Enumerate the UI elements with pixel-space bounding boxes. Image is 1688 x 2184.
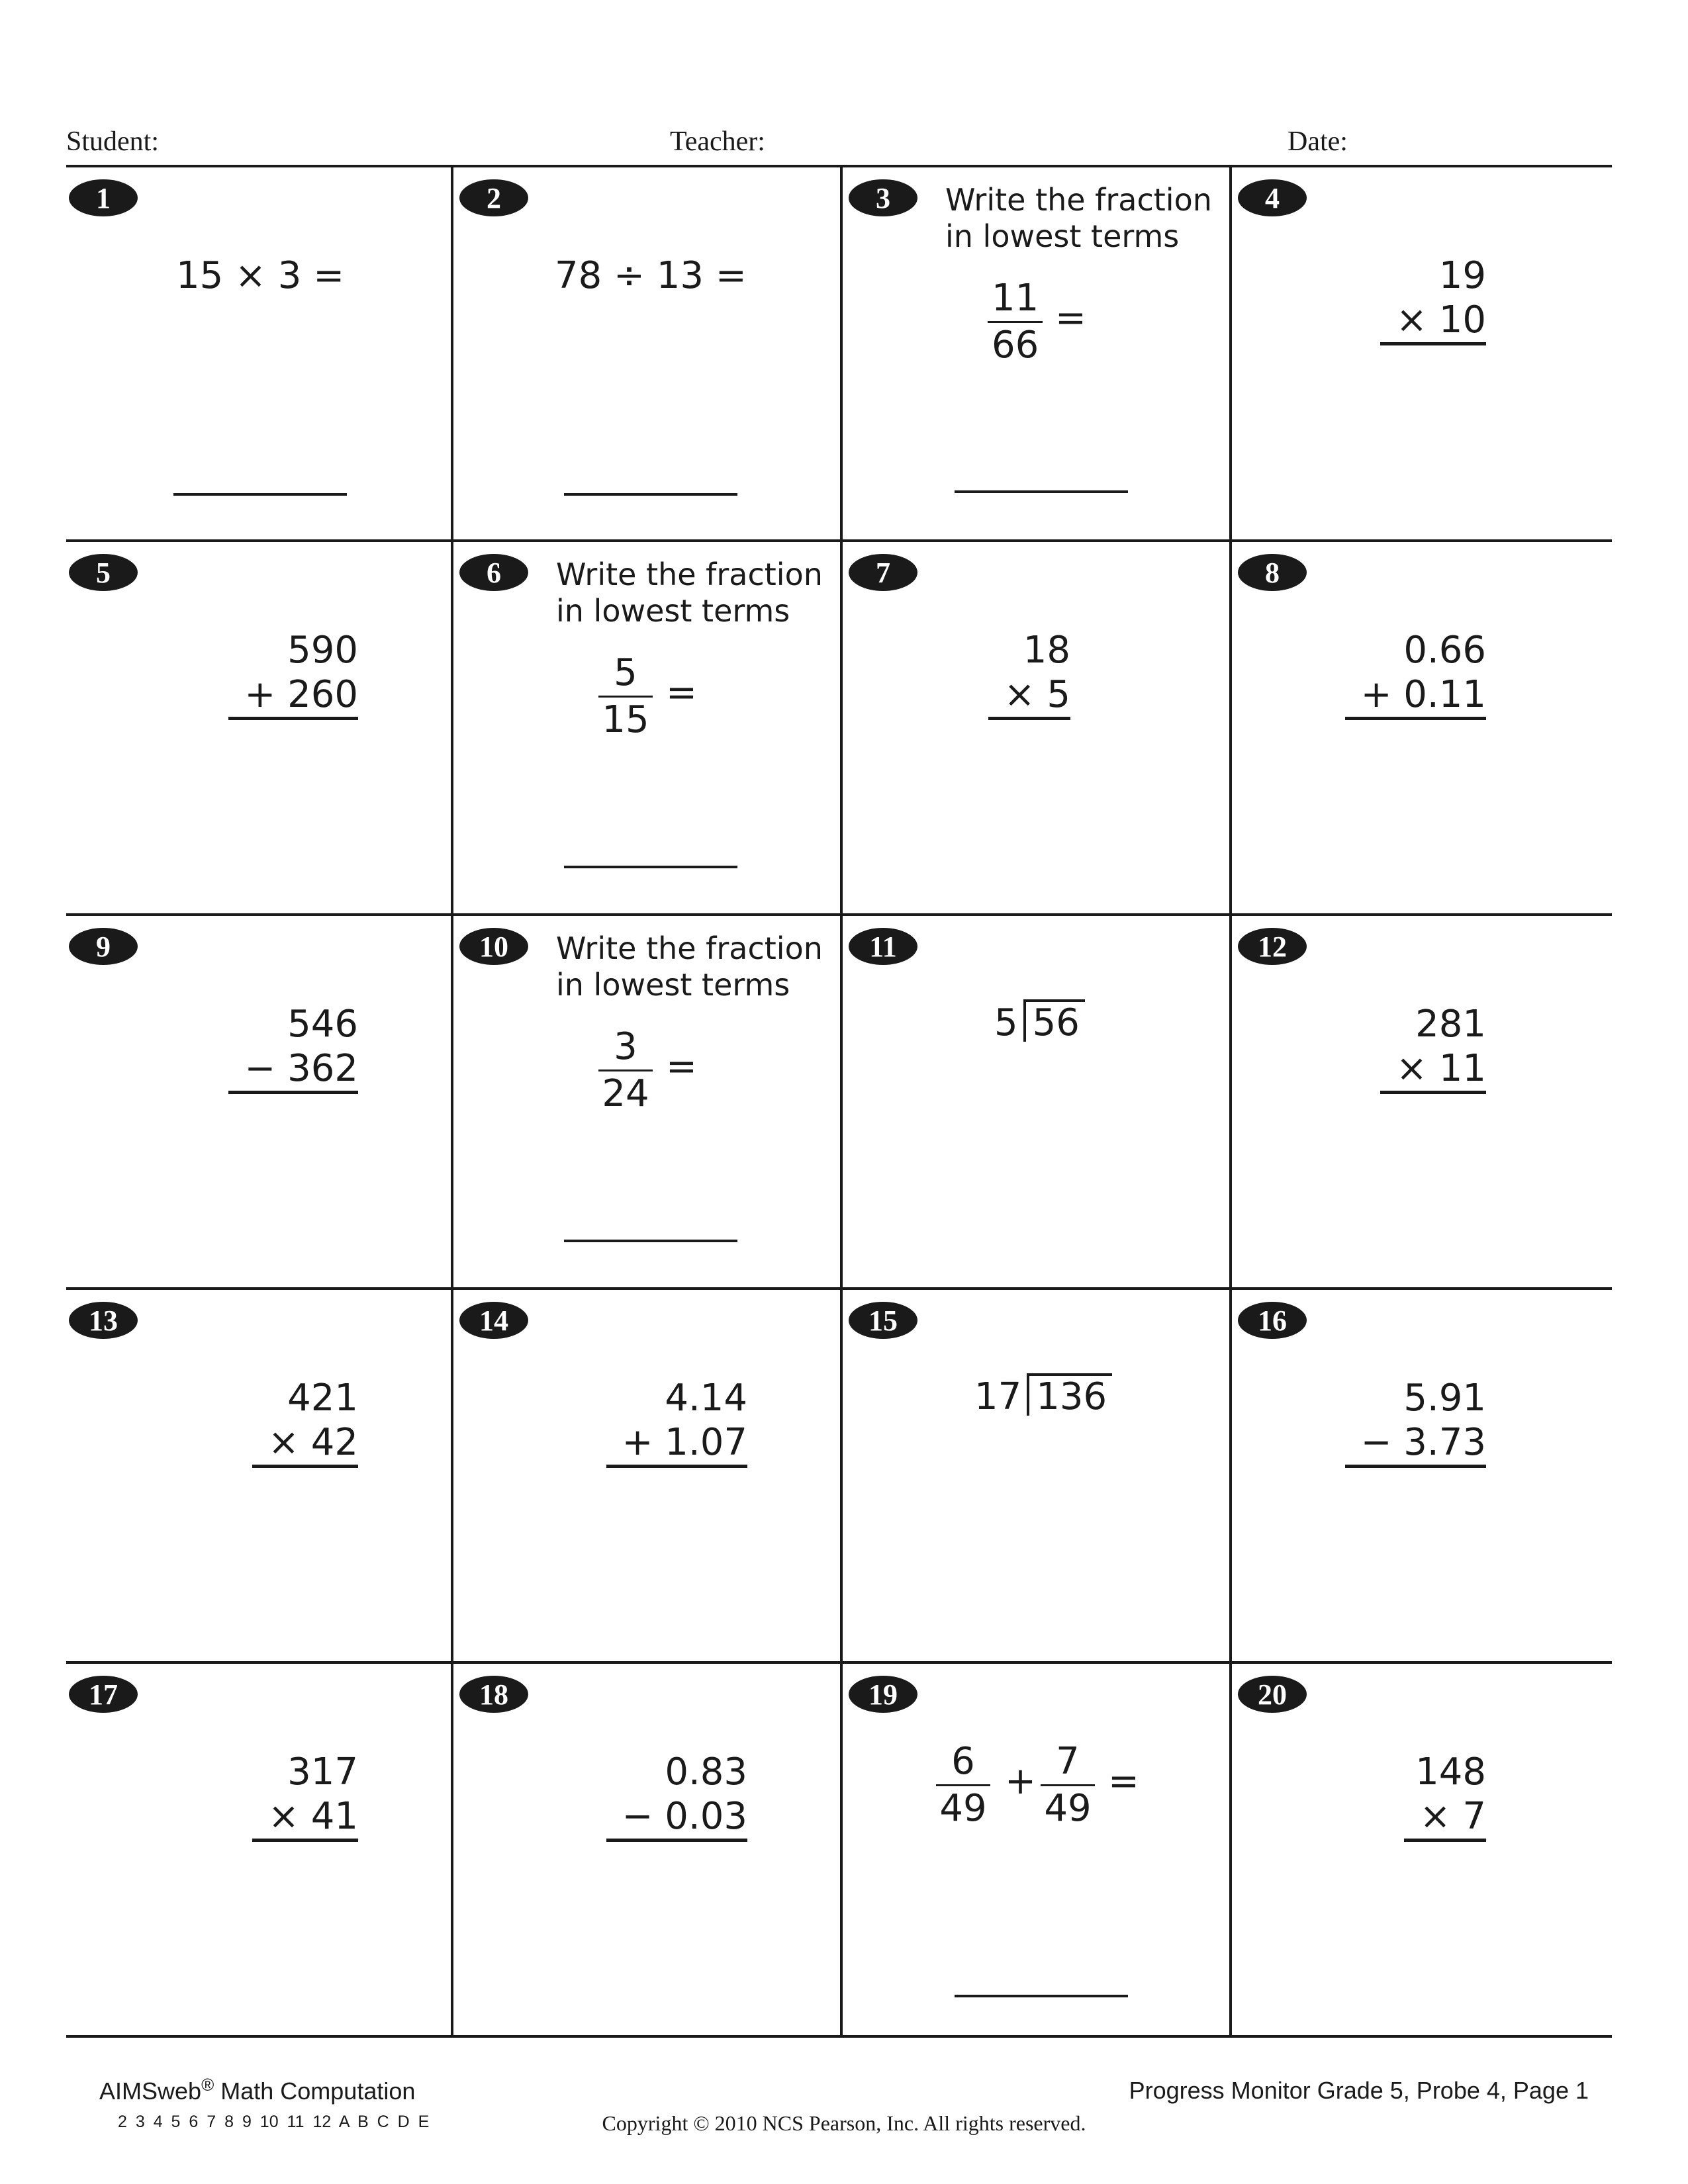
bottom-rule: [66, 2035, 1612, 2038]
divisor: 17: [974, 1375, 1022, 1418]
problem-number-badge: 16: [1238, 1302, 1307, 1339]
denominator: 66: [992, 324, 1039, 367]
problem-number-badge: 4: [1238, 179, 1307, 216]
column-divider-3: [1229, 165, 1232, 2038]
bottom-operand: × 10: [1380, 298, 1486, 345]
problem-14: [459, 1290, 840, 1661]
problem-19: [849, 1664, 1229, 2035]
top-operand: 546: [287, 1003, 358, 1046]
vertical-problem: [988, 628, 1070, 720]
problem-number-badge: 8: [1238, 554, 1307, 591]
equals-sign: =: [1108, 1760, 1139, 1803]
problem-13: [69, 1290, 451, 1661]
long-division: [974, 1373, 1112, 1416]
top-operand: 590: [287, 629, 358, 672]
vertical-problem: [1404, 1750, 1486, 1842]
problem-20: [1238, 1664, 1612, 2035]
denominator: 24: [602, 1072, 649, 1115]
answer-line[interactable]: [564, 493, 737, 496]
bottom-operand: − 362: [228, 1046, 358, 1094]
problem-18: [459, 1664, 840, 2035]
bottom-operand: × 5: [988, 672, 1070, 720]
problem-number-badge: 3: [849, 179, 917, 216]
fraction: [598, 1025, 653, 1115]
vertical-problem: [606, 1750, 747, 1842]
equals-sign: =: [666, 1045, 697, 1088]
numerator: 11: [988, 280, 1043, 323]
problem-number-badge: 13: [69, 1302, 138, 1339]
product-name: [99, 2075, 415, 2105]
problem-7: [849, 542, 1229, 913]
probe-info: Progress Monitor Grade 5, Probe 4, Page 1: [1129, 2077, 1589, 2104]
problem-2: [459, 167, 840, 539]
top-operand: 5.91: [1403, 1377, 1486, 1420]
problem-16: [1238, 1290, 1612, 1661]
equals-sign: =: [1055, 296, 1086, 340]
problem-number-badge: 12: [1238, 928, 1307, 965]
problem-12: [1238, 916, 1612, 1287]
top-operand: 4.14: [665, 1377, 747, 1420]
problem-number-badge: 15: [849, 1302, 917, 1339]
column-divider-2: [840, 165, 843, 2038]
problem-number-badge: 20: [1238, 1676, 1307, 1713]
vertical-problem: [1380, 253, 1486, 345]
numerator: 5: [598, 655, 653, 698]
problem-15: [849, 1290, 1229, 1661]
vertical-problem: [606, 1376, 747, 1468]
registered-mark: ®: [201, 2075, 214, 2095]
denominator: 49: [1044, 1787, 1092, 1830]
instruction-line: Write the fraction: [556, 557, 823, 592]
problem-number-badge: 10: [459, 928, 528, 965]
bottom-operand: − 0.03: [606, 1794, 747, 1842]
problem-5: [69, 542, 451, 913]
teacher-label: Teacher:: [670, 126, 765, 157]
column-divider-1: [451, 165, 453, 2038]
fraction: [988, 277, 1043, 367]
problem-number-badge: 1: [69, 179, 138, 216]
student-label: Student:: [66, 126, 160, 157]
problem-expression: 78 ÷ 13 =: [555, 254, 747, 297]
top-operand: 281: [1415, 1003, 1486, 1046]
problem-number-badge: 19: [849, 1676, 917, 1713]
instruction-line: Write the fraction: [556, 931, 823, 966]
numerator: 3: [598, 1028, 653, 1071]
date-label: Date:: [1288, 126, 1348, 157]
numerator: 6: [936, 1743, 990, 1786]
bottom-operand: − 3.73: [1345, 1420, 1486, 1468]
instruction-text: [556, 557, 823, 629]
vertical-problem: [228, 1002, 358, 1094]
answer-line[interactable]: [173, 493, 347, 496]
bottom-operand: × 41: [252, 1794, 358, 1842]
top-operand: 19: [1438, 254, 1486, 297]
plus-sign: +: [1005, 1760, 1036, 1803]
problem-number-badge: 7: [849, 554, 917, 591]
bottom-operand: × 42: [252, 1420, 358, 1468]
problem-number-badge: 2: [459, 179, 528, 216]
problem-1: [69, 167, 451, 539]
vertical-problem: [1380, 1002, 1486, 1094]
top-operand: 148: [1415, 1751, 1486, 1794]
problem-3: [849, 167, 1229, 539]
long-division: [994, 999, 1085, 1042]
product-brand: AIMSweb: [99, 2077, 202, 2105]
divisor: 5: [994, 1001, 1018, 1044]
vertical-problem: [252, 1750, 358, 1842]
problem-number-badge: 11: [849, 928, 917, 965]
problem-9: [69, 916, 451, 1287]
top-operand: 0.83: [665, 1751, 747, 1794]
problem-number-badge: 6: [459, 554, 528, 591]
top-operand: 0.66: [1403, 629, 1486, 672]
top-operand: 421: [287, 1377, 358, 1420]
answer-line[interactable]: [955, 1995, 1128, 1997]
fraction-2: [1041, 1740, 1095, 1830]
top-operand: 317: [287, 1751, 358, 1794]
problem-number-badge: 18: [459, 1676, 528, 1713]
fraction-1: [936, 1740, 990, 1830]
product-suffix: Math Computation: [214, 2077, 416, 2105]
instruction-line: in lowest terms: [556, 967, 790, 1003]
instruction-text: [556, 931, 823, 1003]
problem-6: [459, 542, 840, 913]
bottom-operand: + 1.07: [606, 1420, 747, 1468]
problem-number-badge: 9: [69, 928, 138, 965]
problem-17: [69, 1664, 451, 2035]
problem-10: [459, 916, 840, 1287]
problem-number-badge: 17: [69, 1676, 138, 1713]
problem-expression: 15 × 3 =: [176, 254, 345, 297]
instruction-line: Write the fraction: [945, 182, 1212, 218]
dividend: 56: [1023, 999, 1085, 1042]
fraction: [598, 651, 653, 741]
dividend: 136: [1027, 1373, 1112, 1416]
vertical-problem: [252, 1376, 358, 1468]
answer-line[interactable]: [955, 490, 1128, 493]
numerator: 7: [1041, 1743, 1095, 1786]
denominator: 15: [602, 698, 649, 741]
instruction-line: in lowest terms: [556, 593, 790, 629]
problem-11: [849, 916, 1229, 1287]
copyright: Copyright © 2010 NCS Pearson, Inc. All rights reserved.: [602, 2111, 1086, 2135]
problem-number-badge: 14: [459, 1302, 528, 1339]
equals-sign: =: [666, 671, 697, 714]
top-operand: 18: [1023, 629, 1070, 672]
vertical-problem: [228, 628, 358, 720]
bottom-operand: + 260: [228, 672, 358, 720]
problem-4: [1238, 167, 1612, 539]
denominator: 49: [939, 1787, 987, 1830]
answer-line[interactable]: [564, 866, 737, 868]
problem-8: [1238, 542, 1612, 913]
vertical-problem: [1345, 628, 1486, 720]
answer-line[interactable]: [564, 1240, 737, 1242]
bottom-operand: × 7: [1404, 1794, 1486, 1842]
probe-codes: 2 3 4 5 6 7 8 9 10 11 12 A B C D E: [118, 2113, 430, 2131]
instruction-text: [945, 182, 1212, 255]
problem-number-badge: 5: [69, 554, 138, 591]
vertical-problem: [1345, 1376, 1486, 1468]
instruction-line: in lowest terms: [945, 218, 1180, 254]
bottom-operand: + 0.11: [1345, 672, 1486, 720]
bottom-operand: × 11: [1380, 1046, 1486, 1094]
